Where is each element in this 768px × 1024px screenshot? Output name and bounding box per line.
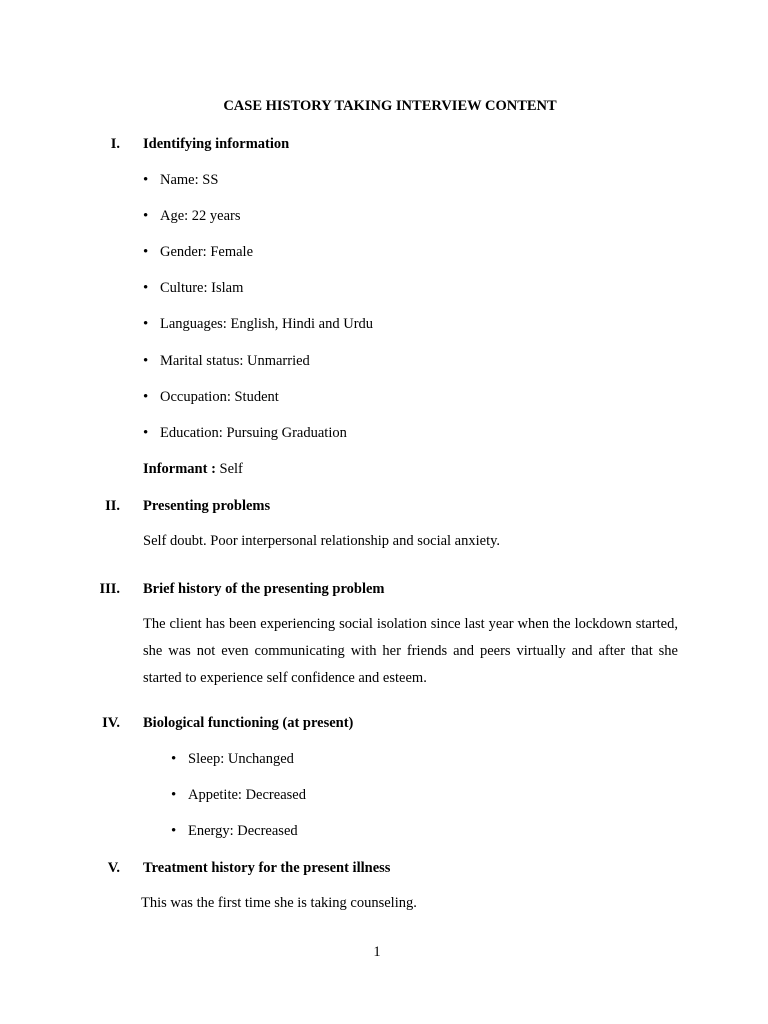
- list-item: • Age: 22 years: [160, 207, 241, 225]
- section-heading: Identifying information: [143, 136, 290, 152]
- list-item: • Culture: Islam: [160, 279, 243, 297]
- section-numeral: I.: [110, 136, 120, 152]
- section-heading: Presenting problems: [143, 498, 271, 514]
- section-numeral: IV.: [102, 715, 120, 731]
- page-number: 1: [373, 944, 381, 960]
- list-item: • Name: SS: [160, 171, 218, 189]
- section-heading: Treatment history for the present illness: [143, 860, 391, 876]
- section-numeral: V.: [107, 860, 120, 876]
- list-item: • Languages: English, Hindi and Urdu: [160, 315, 373, 333]
- list-item: • Gender: Female: [160, 243, 253, 261]
- list-item: • Energy: Decreased: [188, 822, 298, 840]
- section-heading: Biological functioning (at present): [143, 715, 354, 731]
- section-text: Self doubt. Poor interpersonal relationship and social anxiety.: [143, 533, 501, 549]
- list-item: • Occupation: Student: [160, 388, 279, 406]
- list-item: • Marital status: Unmarried: [160, 352, 310, 370]
- section-paragraph: The client has been experiencing social isolation since last year when the lockdown started, she was not even communicating with her friends and peers virtually and after that she started to experience self confidence and esteem.: [143, 616, 678, 686]
- informant-value: Self: [215, 461, 243, 477]
- list-item: • Appetite: Decreased: [188, 786, 306, 804]
- list-item: • Sleep: Unchanged: [188, 750, 294, 768]
- document-title: CASE HISTORY TAKING INTERVIEW CONTENT: [223, 98, 557, 114]
- informant-label: Informant :: [143, 461, 216, 477]
- section-text: This was the first time she is taking counseling.: [141, 895, 417, 911]
- list-item: • Education: Pursuing Graduation: [160, 424, 347, 442]
- informant-line: [143, 460, 243, 478]
- section-numeral: III.: [99, 581, 120, 597]
- section-heading: Brief history of the presenting problem: [143, 581, 385, 597]
- section-numeral: II.: [105, 498, 120, 514]
